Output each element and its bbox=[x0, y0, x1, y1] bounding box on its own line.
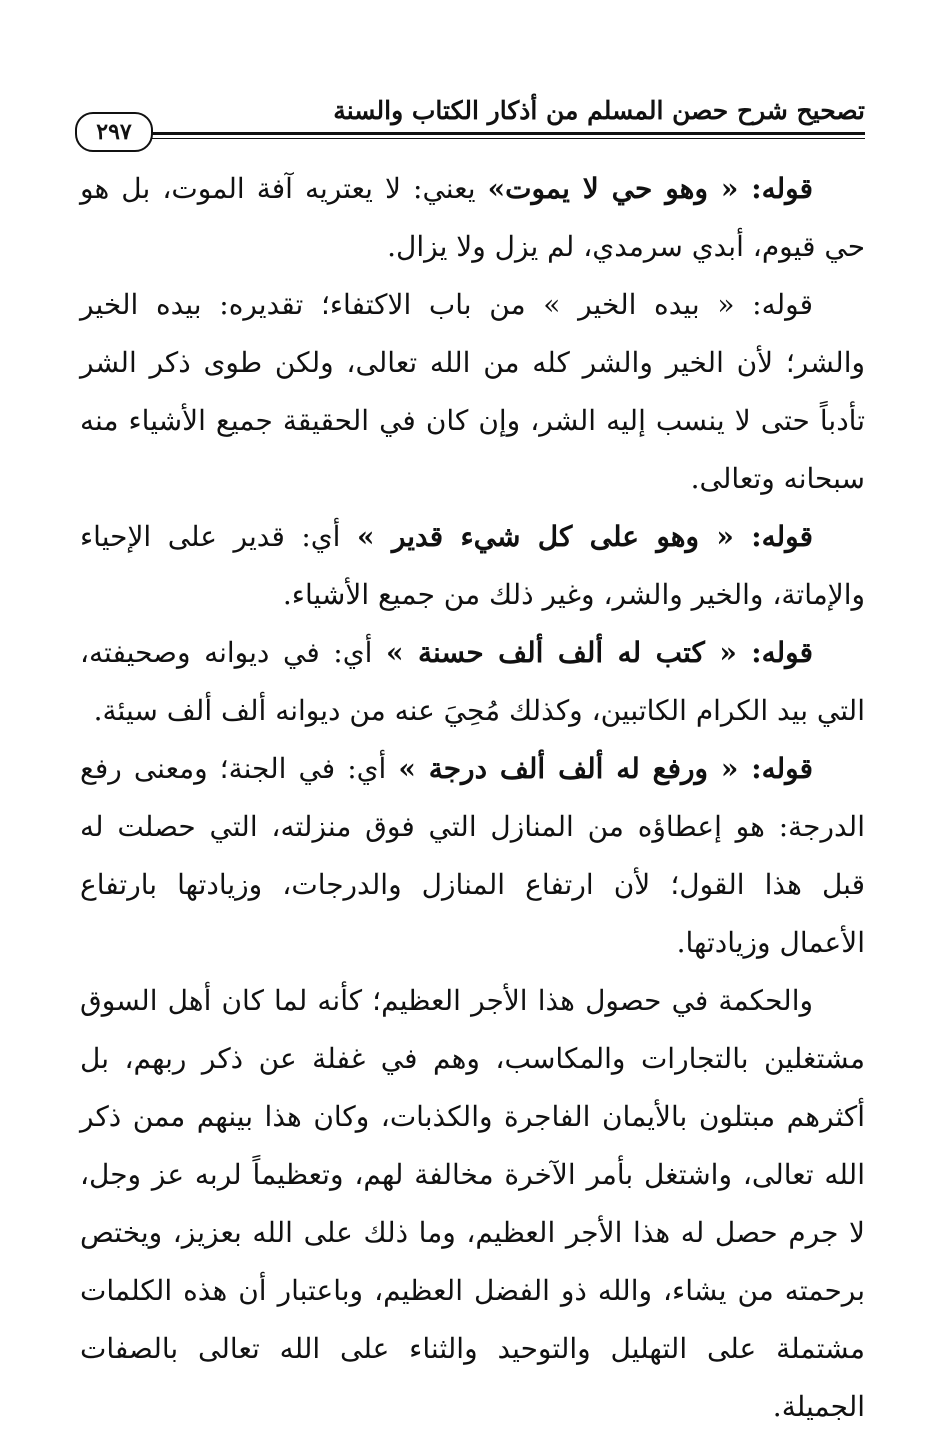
paragraph bbox=[80, 160, 865, 276]
page-number-badge: ٢٩٧ bbox=[75, 112, 153, 152]
paragraph-text: أي: في الجنة؛ ومعنى رفع الدرجة: هو إعطاؤه من المنازل التي فوق منزلته، التي حصلت له قبل هذا القول؛ لأن ارتفاع المنازل والدرجات، وزيادتها بارتفاع الأعمال وزيادتها. bbox=[80, 752, 865, 959]
paragraph-text: قوله: « بيده الخير » من باب الاكتفاء؛ تقديره: بيده الخير والشر؛ لأن الخير والشر كله من الله تعالى، ولكن طوى ذكر الشر تأدباً حتى لا ينسب إليه الشر، وإن كان في الحقيقة جميع الأشياء منه سبحانه وتعالى. bbox=[80, 288, 865, 495]
paragraph-text: أي: في ديوانه وصحيفته، التي بيد الكرام الكاتبين، وكذلك مُحِيَ عنه من ديوانه ألف ألف سيئة. bbox=[80, 636, 865, 727]
paragraph bbox=[80, 508, 865, 624]
paragraph bbox=[80, 276, 865, 508]
header-title: تصحيح شرح حصن المسلم من أذكار الكتاب والسنة bbox=[333, 96, 865, 125]
paragraph-lead: قوله: « كتب له ألف ألف حسنة » bbox=[386, 636, 814, 669]
paragraph bbox=[80, 740, 865, 972]
header-rule-thin bbox=[135, 138, 865, 139]
running-header bbox=[75, 92, 865, 152]
paragraph bbox=[80, 624, 865, 740]
paragraph-text: والحكمة في حصول هذا الأجر العظيم؛ كأنه لما كان أهل السوق مشتغلين بالتجارات والمكاسب، وهم في غفلة عن ذكر ربهم، بل أكثرهم مبتلون بالأيمان الفاجرة والكذبات، وكان هذا بينهم ممن ذكر الله تعالى، واشتغل بأمر الآخرة مخالفة لهم، وتعظيماً لربه عز وجل، لا جرم حصل له هذا الأجر العظيم، وما ذلك على الله بعزيز، ويختص برحمته من يشاء، والله ذو الفضل العظيم، وباعتبار أن هذه الكلمات مشتملة على التهليل والتوحيد والثناء على الله تعالى بالصفات الجميلة. bbox=[80, 984, 866, 1423]
body-text bbox=[80, 160, 865, 1436]
paragraph-text: يعني: لا يعتريه آفة الموت، بل هو حي قيوم، أبدي سرمدي، لم يزل ولا يزال. bbox=[80, 172, 865, 263]
paragraph-lead: قوله: « ورفع له ألف ألف درجة » bbox=[398, 752, 813, 785]
paragraph bbox=[80, 972, 865, 1436]
paragraph-lead: قوله: « وهو حي لا يموت» bbox=[487, 172, 813, 205]
paragraph-lead: قوله: « وهو على كل شيء قدير » bbox=[356, 520, 814, 553]
paragraph-text: أي: قدير على الإحياء والإماتة، والخير والشر، وغير ذلك من جميع الأشياء. bbox=[80, 520, 865, 611]
header-rule-thick bbox=[135, 132, 865, 135]
